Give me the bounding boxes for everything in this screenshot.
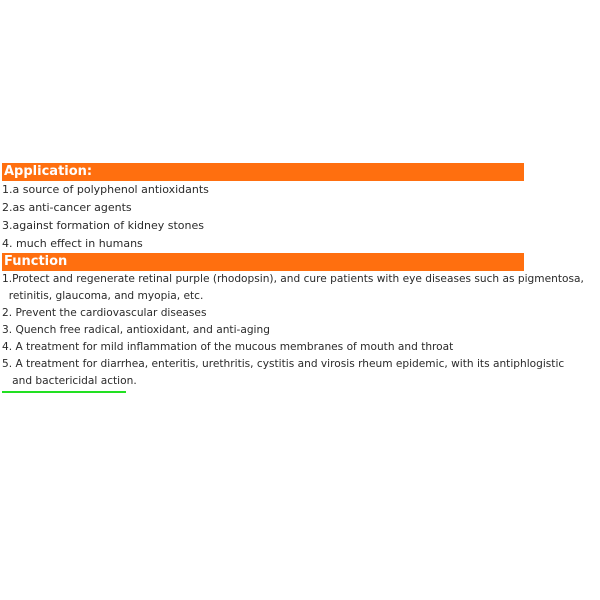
function-item-3: 3. Quench free radical, antioxidant, and anti-aging [2, 324, 270, 336]
application-list [2, 181, 598, 253]
function-item-4: 4. A treatment for mild inflammation of the mucous membranes of mouth and throat [2, 341, 454, 353]
function-list [2, 271, 598, 390]
application-item-2: 2.as anti-cancer agents [2, 201, 132, 214]
function-item-5: 5. A treatment for diarrhea, enteritis, urethritis, cystitis and virosis rheum epidemic, with its antiphlogistic and bactericidal action. [2, 358, 565, 387]
application-item-4: 4. much effect in humans [2, 237, 143, 250]
application-item-1: 1.a source of polyphenol antioxidants [2, 183, 209, 196]
function-heading: Function [2, 253, 524, 271]
function-item-1: 1.Protect and regenerate retinal purple (rhodopsin), and cure patients with eye diseases such as pigmentosa, retinitis, glaucoma, and myopia, etc. [2, 273, 584, 302]
application-item-3: 3.against formation of kidney stones [2, 219, 204, 232]
application-heading: Application: [2, 163, 524, 181]
document-content [2, 163, 598, 393]
green-underline-divider [2, 391, 126, 393]
function-item-2: 2. Prevent the cardiovascular diseases [2, 307, 207, 319]
